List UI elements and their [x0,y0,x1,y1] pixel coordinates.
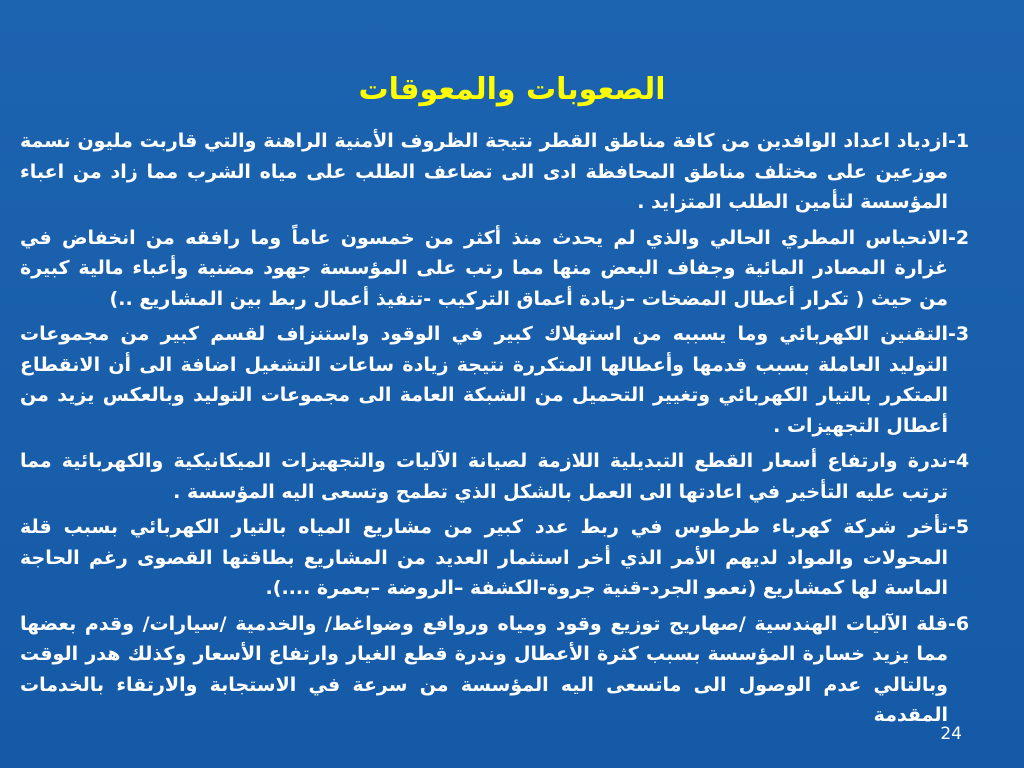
item-number: 5- [948,516,970,538]
item-number: 2- [948,226,970,249]
item-number: 3- [948,323,970,345]
list-item-1 [20,126,998,218]
slide-body [20,126,998,736]
item-text: ازدياد اعداد الوافدين من كافة مناطق القطر نتيجة الظروف الأمنية الراهنة والتي قاربت مليون نسمة موزعين على مختلف مناطق المحافظة ادى الى تضاعف الطلب على مياه الشرب مما زاد من اعباء المؤسسة لتأمين الطلب المتزايد . [20,130,948,213]
item-text: قلة الآليات الهندسية /صهاريج توزيع وقود ومياه وروافع وضواغط/ والخدمية /سيارات/ وقدم بعضها مما يزيد خسارة المؤسسة بسبب كثرة الأعطال وندرة قطع الغيار وارتفاع الأسعار وكذلك هدر الوقت وبالتالي عدم الوصول الى ماتسعى اليه المؤسسة من سرعة في الاستجابة والارتقاء بالخدمات المقدمة [20,612,948,726]
slide-title: الصعوبات والمعوقات [358,72,666,107]
item-text: الانحباس المطري الحالي والذي لم يحدث منذ أكثر من خمسون عاماً وما رافقه من انخفاض في غزارة المصادر المائية وجفاف البعض منها مما رتب على المؤسسة جهود مضنية وأعباء مالية كبيرة من حيث ( تكرار أعطال المضخات –زيادة أعماق التركيب -تنفيذ أعمال ربط بين المشاريع ..) [20,226,948,310]
item-number: 4- [948,450,970,472]
list-item-4 [20,446,998,507]
list-item-5 [20,512,998,604]
item-text: ندرة وارتفاع أسعار القطع التبديلية اللازمة لصيانة الآليات والتجهيزات الميكانيكية والكهربائية مما ترتب عليه التأخير في اعادتها الى العمل بالشكل الذي تطمح وتسعى اليه المؤسسة . [20,450,948,503]
list-item-3 [20,319,998,441]
item-number: 1- [948,130,970,152]
item-text: التقنين الكهربائي وما يسببه من استهلاك كبير في الوقود واستنزاف لقسم كبير من مجموعات التوليد العاملة بسبب قدمها وأعطالها المتكررة نتيجة زيادة ساعات التشغيل اضافة الى أن الانقطاع المتكرر بالتيار الكهربائي وتغيير التحميل من الشبكة العامة الى مجموعات التوليد وبالعكس يزيد من أعطال التجهيزات . [20,323,948,437]
item-text: تأخر شركة كهرباء طرطوس في ربط عدد كبير من مشاريع المياه بالتيار الكهربائي بسبب قلة المحولات والمواد لديهم الأمر الذي أخر استثمار العديد من المشاريع بطاقتها القصوى رغم الحاجة الماسة لها كمشاريع (نعمو الجرد-قنية جروة-الكشفة –الروضة –بعمرة ....). [20,516,948,599]
item-number: 6- [948,612,970,635]
list-item-6 [20,609,998,731]
page-number: 24 [940,724,962,744]
list-item-2 [20,223,998,315]
